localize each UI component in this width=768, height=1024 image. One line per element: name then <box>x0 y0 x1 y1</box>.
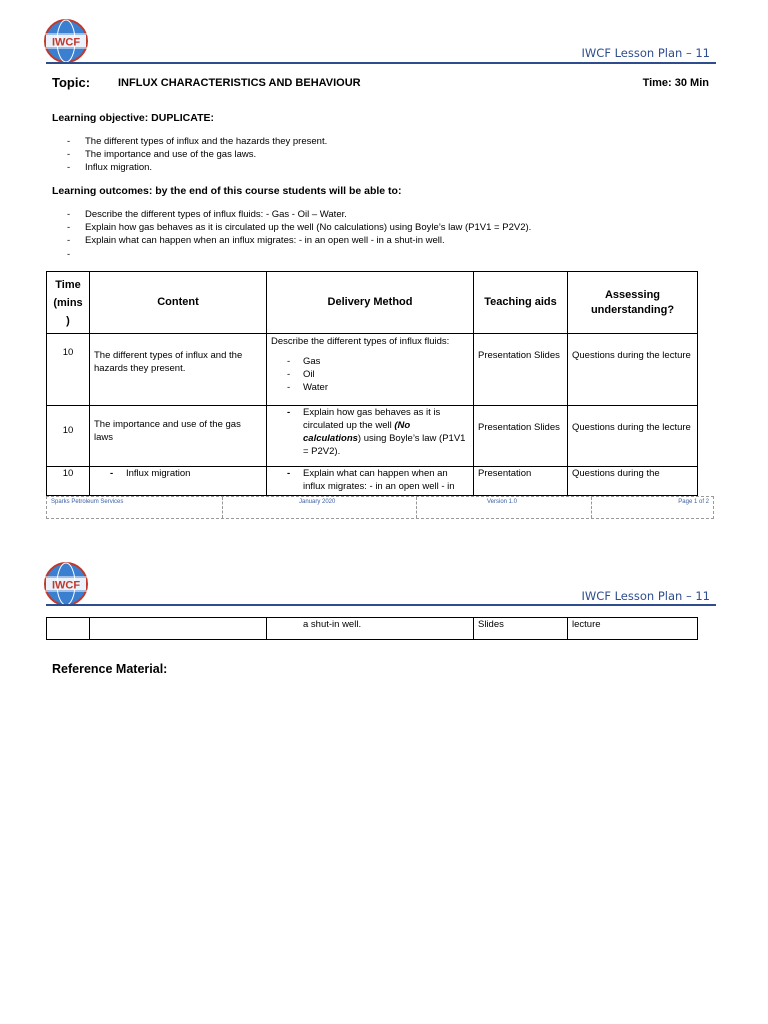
row-content: - Influx migration <box>90 467 267 496</box>
logo-text: IWCF <box>51 579 81 592</box>
row-aids: Slides <box>474 618 568 640</box>
header-title: IWCF Lesson Plan – 11 <box>581 589 710 603</box>
row-delivery: Describe the different types of influx fluids: - Gas - Oil - Water <box>267 334 474 406</box>
row-assess: Questions during the lecture <box>568 334 698 406</box>
aids-header: Teaching aids <box>474 272 568 334</box>
assess-header: Assessing understanding? <box>568 272 698 334</box>
outcome-item: - Describe the different types of influx fluids: - Gas - Oil – Water. <box>67 209 347 220</box>
outcome-item: - Explain what can happen when an influx migrates: - in an open well - in a shut-in well. <box>67 235 445 247</box>
table-header-row <box>47 272 698 334</box>
objective-item: - The importance and use of the gas laws. <box>67 149 257 161</box>
iwcf-logo <box>42 17 90 65</box>
outcome-item: - Explain how gas behaves as it is circulated up the well (No calculations) using Boyle’s law (P1V1 = P2V2). <box>67 222 532 234</box>
row-content: The different types of influx and the hazards they present. <box>90 334 267 406</box>
table-row <box>47 334 698 406</box>
iwcf-logo <box>42 560 90 608</box>
header-rule <box>46 604 716 606</box>
topic-label: Topic: <box>52 75 91 90</box>
header-rule <box>46 62 716 64</box>
lesson-table <box>46 271 698 496</box>
footer-version: Version 1.0 <box>487 499 518 505</box>
table-row <box>47 618 698 640</box>
row-time <box>47 618 90 640</box>
topic-text: INFLUX CHARACTERISTICS AND BEHAVIOUR <box>118 77 361 89</box>
reference-heading: Reference Material: <box>52 662 168 676</box>
row-aids: Presentation Slides <box>474 334 568 406</box>
row-delivery: - Explain how gas behaves as it is circulated up the well (No calculations) using Boyle’s law (P1V1 = P2V2). <box>267 406 474 467</box>
table-row <box>47 406 698 467</box>
row-assess: Questions during the lecture <box>568 406 698 467</box>
footer-company: Sparks Petroleum Services <box>51 499 124 505</box>
page-footer <box>46 496 714 519</box>
row-aids: Presentation <box>474 467 568 496</box>
row-delivery: - Explain what can happen when an influx migrates: - in an open well - in <box>267 467 474 496</box>
row-assess: lecture <box>568 618 698 640</box>
row-content <box>90 618 267 640</box>
table-row <box>47 467 698 496</box>
row-content: The importance and use of the gas laws <box>90 406 267 467</box>
outcome-item: - <box>67 248 71 260</box>
objective-list <box>67 135 327 175</box>
footer-page: Page 1 of 2 <box>678 499 709 505</box>
header-title: IWCF Lesson Plan – 11 <box>581 46 710 60</box>
objective-item: - The different types of influx and the hazards they present. <box>67 136 328 147</box>
lesson-table-continued <box>46 617 698 640</box>
row-time: 10 <box>47 334 90 406</box>
outcomes-list <box>67 208 531 261</box>
logo-text: IWCF <box>51 36 81 49</box>
lesson-time: Time: 30 Min <box>642 77 709 89</box>
row-time: 10 <box>47 467 90 496</box>
row-time: 10 <box>47 406 90 467</box>
content-header: Content <box>90 272 267 334</box>
row-assess: Questions during the <box>568 467 698 496</box>
outcomes-heading: Learning outcomes: by the end of this course students will be able to: <box>52 185 402 197</box>
objective-heading: Learning objective: DUPLICATE: <box>52 112 214 124</box>
delivery-header: Delivery Method <box>267 272 474 334</box>
objective-item: - Influx migration. <box>67 162 153 174</box>
footer-date: January 2020 <box>299 499 336 505</box>
row-aids: Presentation Slides <box>474 406 568 467</box>
row-delivery: a shut-in well. <box>267 618 474 640</box>
time-header: Time (mins ) <box>47 272 90 334</box>
